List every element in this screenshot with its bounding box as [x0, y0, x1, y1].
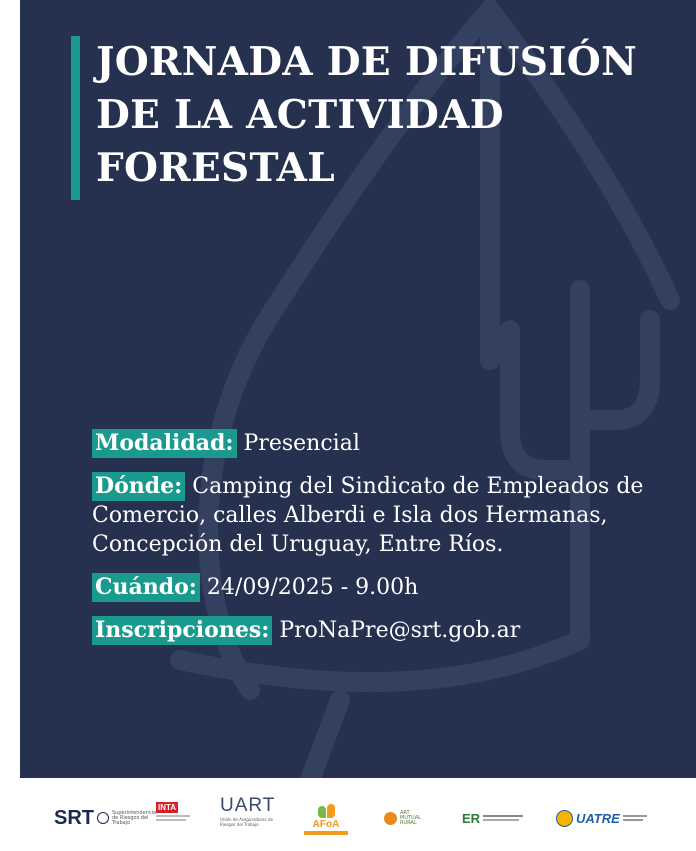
modalidad-label: Modalidad: [92, 429, 237, 458]
title-line-3: FORESTAL [96, 145, 335, 191]
donde-value: Camping del Sindicato de Empleados de Comercio, calles Alberdi e Isla dos Hermanas, Concepción del Uruguay, Entre Ríos. [92, 474, 644, 557]
afoa-logo [304, 804, 348, 848]
event-details [92, 429, 652, 659]
modalidad-row [92, 429, 652, 458]
cuando-row [92, 573, 652, 602]
uatre-logo [556, 796, 647, 840]
uart-logo-subtitle: Unión de Aseguradoras de Riesgos del Trabajo [220, 817, 273, 827]
srt-logo-text: SRT [54, 806, 94, 829]
er-logo [462, 796, 523, 840]
art-mutual-logo-text: ART MUTUAL RURAL [400, 809, 421, 826]
er-logo-text: ER [462, 810, 481, 826]
uatre-subtitle-lines-icon [623, 815, 647, 821]
event-poster [20, 0, 696, 778]
srt-logo [54, 796, 157, 840]
afoa-ribbon-icon [304, 831, 348, 835]
art-mutual-emblem-icon [384, 812, 397, 825]
sponsor-logos-footer [0, 778, 696, 851]
uatre-emblem-icon [556, 810, 573, 827]
modalidad-value: Presencial [236, 431, 360, 456]
event-title [96, 36, 676, 195]
inscripciones-label: Inscripciones: [92, 616, 272, 645]
inscripciones-email[interactable]: ProNaPre@srt.gob.ar [272, 618, 521, 643]
inta-logo-text: INTA [158, 803, 177, 812]
donde-label: Dónde: [92, 472, 185, 501]
srt-emblem-icon [97, 812, 109, 824]
inta-subtitle-line-icon [156, 819, 186, 821]
donde-row [92, 472, 652, 559]
uart-logo-text: UART [220, 795, 276, 816]
cuando-label: Cuándo: [92, 573, 200, 602]
inta-subtitle-line-icon [156, 815, 190, 817]
afoa-leaf-icon [318, 804, 335, 818]
inta-logo [156, 802, 190, 846]
uatre-logo-text: UATRE [576, 810, 620, 826]
srt-logo-subtitle: Superintendencia de Riesgos del Trabajo [112, 809, 157, 826]
title-line-1: JORNADA DE DIFUSIÓN [96, 39, 638, 85]
inscripciones-row [92, 616, 652, 645]
uart-logo [220, 796, 276, 840]
afoa-logo-text: AFoA [312, 819, 340, 830]
art-mutual-rural-logo [384, 796, 422, 840]
cuando-value: 24/09/2025 - 9.00h [199, 575, 419, 600]
er-subtitle-lines-icon [483, 815, 523, 821]
title-accent-bar [71, 36, 80, 200]
title-line-2: DE LA ACTIVIDAD [96, 92, 504, 138]
